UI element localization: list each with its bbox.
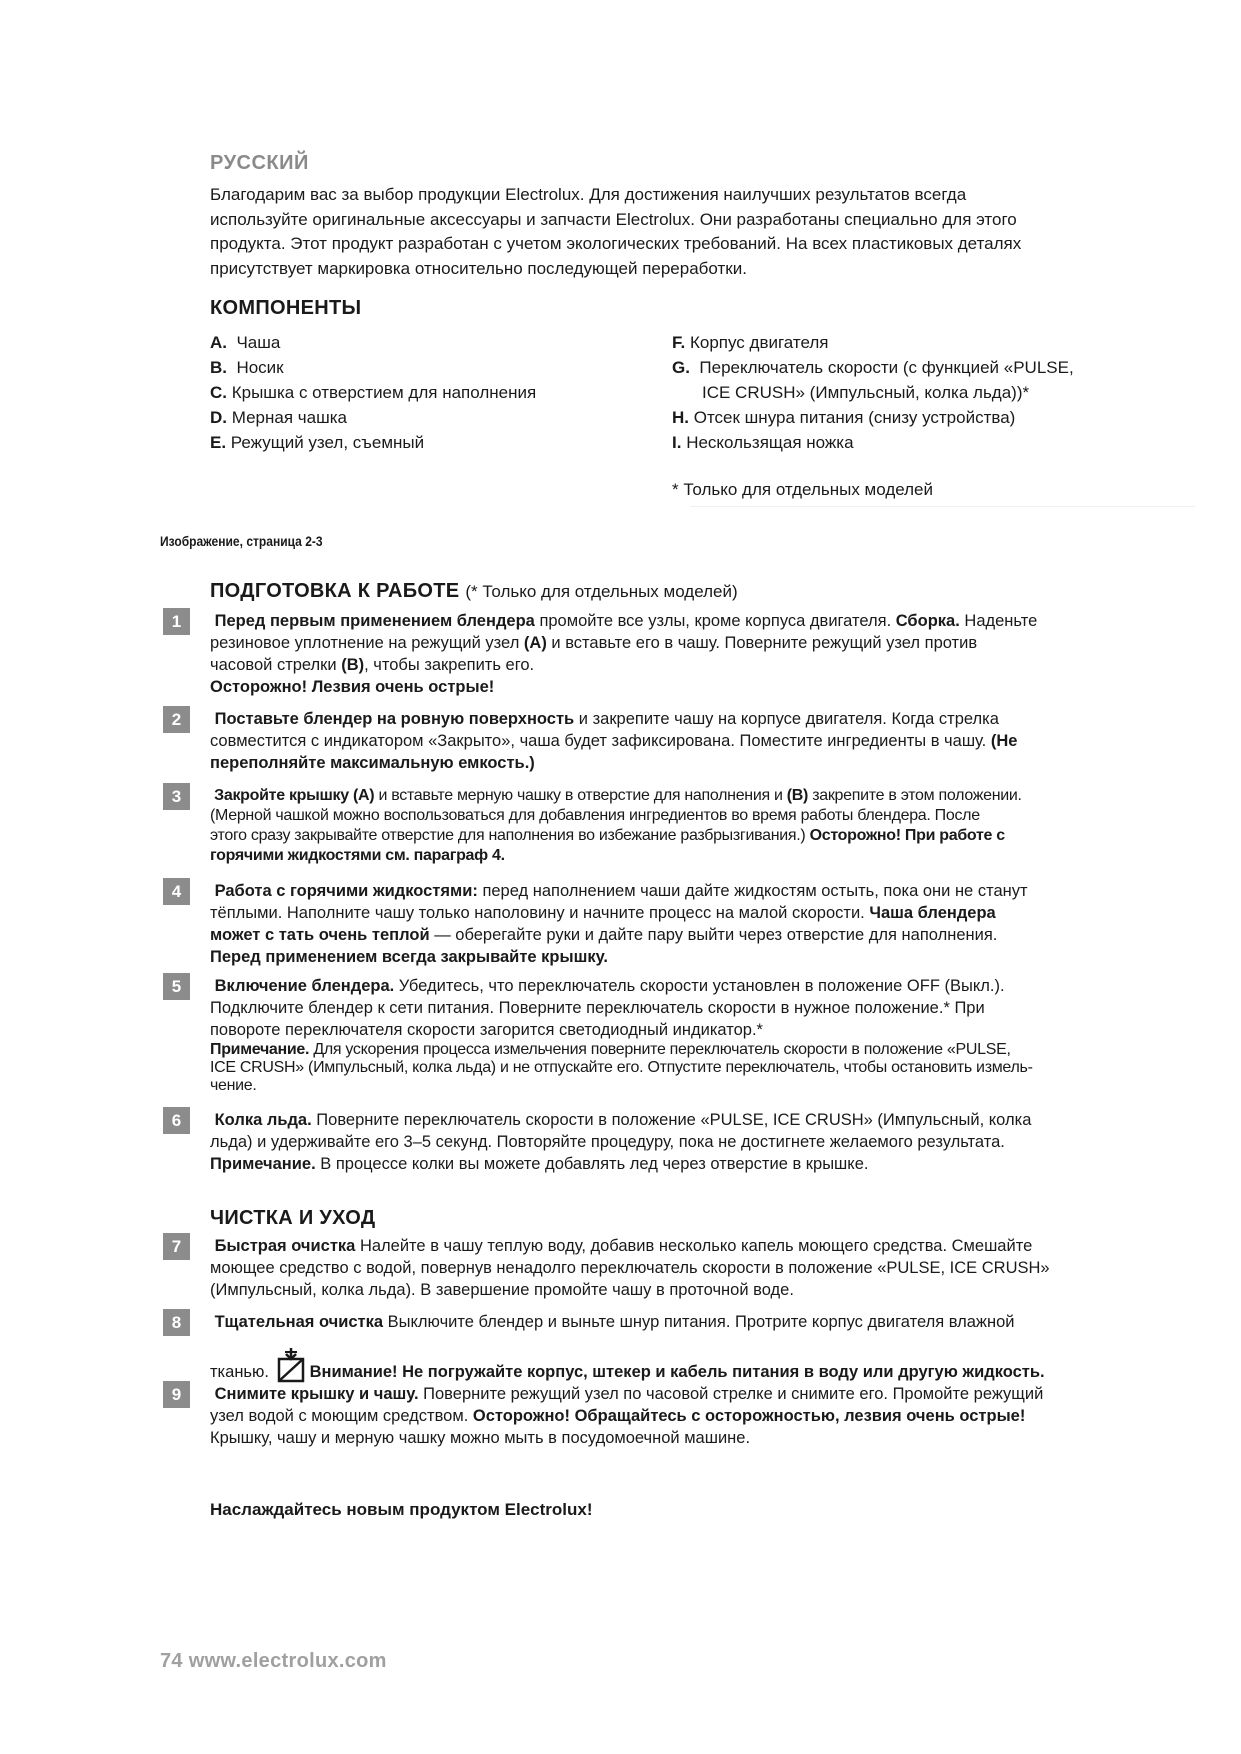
component-item: A. Чаша xyxy=(210,333,281,352)
components-left-list xyxy=(210,330,536,455)
step-badge-9: 9 xyxy=(163,1381,190,1408)
step-badge-2: 2 xyxy=(163,706,190,733)
page-number: 74 xyxy=(160,1650,183,1672)
step-badge-6: 6 xyxy=(163,1107,190,1134)
no-immersion-icon xyxy=(276,1347,308,1383)
language-heading: РУССКИЙ xyxy=(210,152,309,174)
component-item: C. Крышка с отверстием для наполнения xyxy=(210,383,537,402)
intro-line: используйте оригинальные аксессуары и запчасти Electrolux. Они разработаны специально для этого xyxy=(210,209,1017,229)
component-item: D. Мерная чашка xyxy=(210,408,347,427)
component-item: F. Корпус двигателя xyxy=(672,333,829,352)
step-6: Колка льда. Поверните переключатель скорости в положение «PULSE, ICE CRUSH» (Импульсный, колка льда) и удерживайте его 3–5 секунд. Повторяйте процедуру, пока не достигнете желаемого результата. Примечание. В процессе колки вы можете добавлять лед через отверстие в крышке. xyxy=(210,1111,1032,1173)
step-3: Закройте крышку (A) и вставьте мерную чашку в отверстие для наполнения и (B) закрепите в этом положении. (Мерной чашкой можно воспользоваться для добавления ингредиентов во время работы блендера. После этого сразу закрывайте отверстие для наполнения во избежание разбрызгивания.) Осторожно! При работе с горячими жидкостями см. параграф 4. xyxy=(210,787,1022,864)
figure-reference: Изображение, страница 2-3 xyxy=(160,533,323,549)
website-link: www.electrolux.com xyxy=(188,1650,387,1672)
step-badge-5: 5 xyxy=(163,973,190,1000)
step-badge-1: 1 xyxy=(163,608,190,635)
step-badge-7: 7 xyxy=(163,1233,190,1260)
component-item: ICE CRUSH» (Импульсный, колка льда))* xyxy=(702,383,1030,402)
step-badge-3: 3 xyxy=(163,783,190,810)
preparation-title: ПОДГОТОВКА К РАБОТЕ (* Только для отдельных моделей) xyxy=(210,580,738,602)
step-7: Быстрая очистка Налейте в чашу теплую воду, добавив несколько капель моющего средства. Смешайте моющее средство с водой, повернув ненадолго переключатель скорости в положение «PULSE, ICE CRUSH» (Импульсный, колка льда). В завершение промойте чашу в проточной воде. xyxy=(210,1237,1050,1299)
closing-line: Наслаждайтесь новым продуктом Electrolux! xyxy=(210,1500,593,1519)
component-item: B. Носик xyxy=(210,358,284,377)
component-item: G. Переключатель скорости (с функцией «PULSE, xyxy=(672,358,1074,377)
component-item: I. Нескользящая ножка xyxy=(672,433,854,452)
component-item: H. Отсек шнура питания (снизу устройства) xyxy=(672,408,1016,427)
intro-paragraph xyxy=(210,183,1090,281)
component-item: E. Режущий узел, съемный xyxy=(210,433,425,452)
step-2: Поставьте блендер на ровную поверхность и закрепите чашу на корпусе двигателя. Когда стрелка совместится с индикатором «Закрыто», чаша будет зафиксирована. Поместите ингредиенты в чашу. (Не переполняйте максимальную емкость.) xyxy=(210,710,1018,772)
step-1: Перед первым применением блендера промойте все узлы, кроме корпуса двигателя. Сборка. Наденьте резиновое уплотнение на режущий узел (A) и вставьте его в чашу. Поверните режущий узел против часовой стрелки (B), чтобы закрепить его. Осторожно! Лезвия очень острые! xyxy=(210,612,1038,696)
step-badge-8: 8 xyxy=(163,1309,190,1336)
components-right-list xyxy=(672,330,1074,455)
care-title: ЧИСТКА И УХОД xyxy=(210,1207,376,1229)
divider xyxy=(690,506,1195,507)
intro-line: Благодарим вас за выбор продукции Electrolux. Для достижения наилучших результатов всегда xyxy=(210,185,967,204)
page-footer xyxy=(160,1650,387,1673)
intro-line: присутствует маркировка относительно последующей переработки. xyxy=(210,258,747,278)
components-footnote: * Только для отдельных моделей xyxy=(672,480,933,499)
step-9: Снимите крышку и чашу. Поверните режущий узел по часовой стрелке и снимите его. Промойте режущий узел водой с моющим средством. Осторожно! Обращайтесь с осторожностью, лезвия очень острые! Крышку, чашу и мерную чашку можно мыть в посудомоечной машине. xyxy=(210,1385,1044,1447)
step-5: Включение блендера. Убедитесь, что переключатель скорости установлен в положение OFF (Выкл.). Подключите блендер к сети питания. Поверните переключатель скорости в нужное положение.* При повороте переключателя скорости загорится светодиодный индикатор.* Примечание. Для ускорения процесса измельчения поверните переключатель скорости в положение «PULSE, ICE CRUSH» (Импульсный, колка льда) и не отпускайте его. Отпустите переключатель, чтобы остановить измель- чение. xyxy=(210,977,1033,1094)
preparation-note: (* Только для отдельных моделей) xyxy=(465,582,738,601)
step-4: Работа с горячими жидкостями: перед наполнением чаши дайте жидкостям остыть, пока они не станут тёплыми. Наполните чашу только наполовину и начните процесс на малой скорости. Чаша блендера может с тать очень теплой — оберегайте руки и дайте пару выйти через отверстие для наполнения. Перед применением всегда закрывайте крышку. xyxy=(210,882,1028,966)
step-badge-4: 4 xyxy=(163,878,190,905)
step-8: Тщательная очистка Выключите блендер и выньте шнур питания. Протрите корпус двигателя влажной тканью. Внимание! Не погружайте корпус, штекер и кабель питания в воду или другую жидкость. xyxy=(210,1313,1045,1381)
components-title: КОМПОНЕНТЫ xyxy=(210,297,362,319)
intro-line: продукта. Этот продукт разработан с учетом экологических требований. На всех пластиковых деталях xyxy=(210,234,1022,253)
